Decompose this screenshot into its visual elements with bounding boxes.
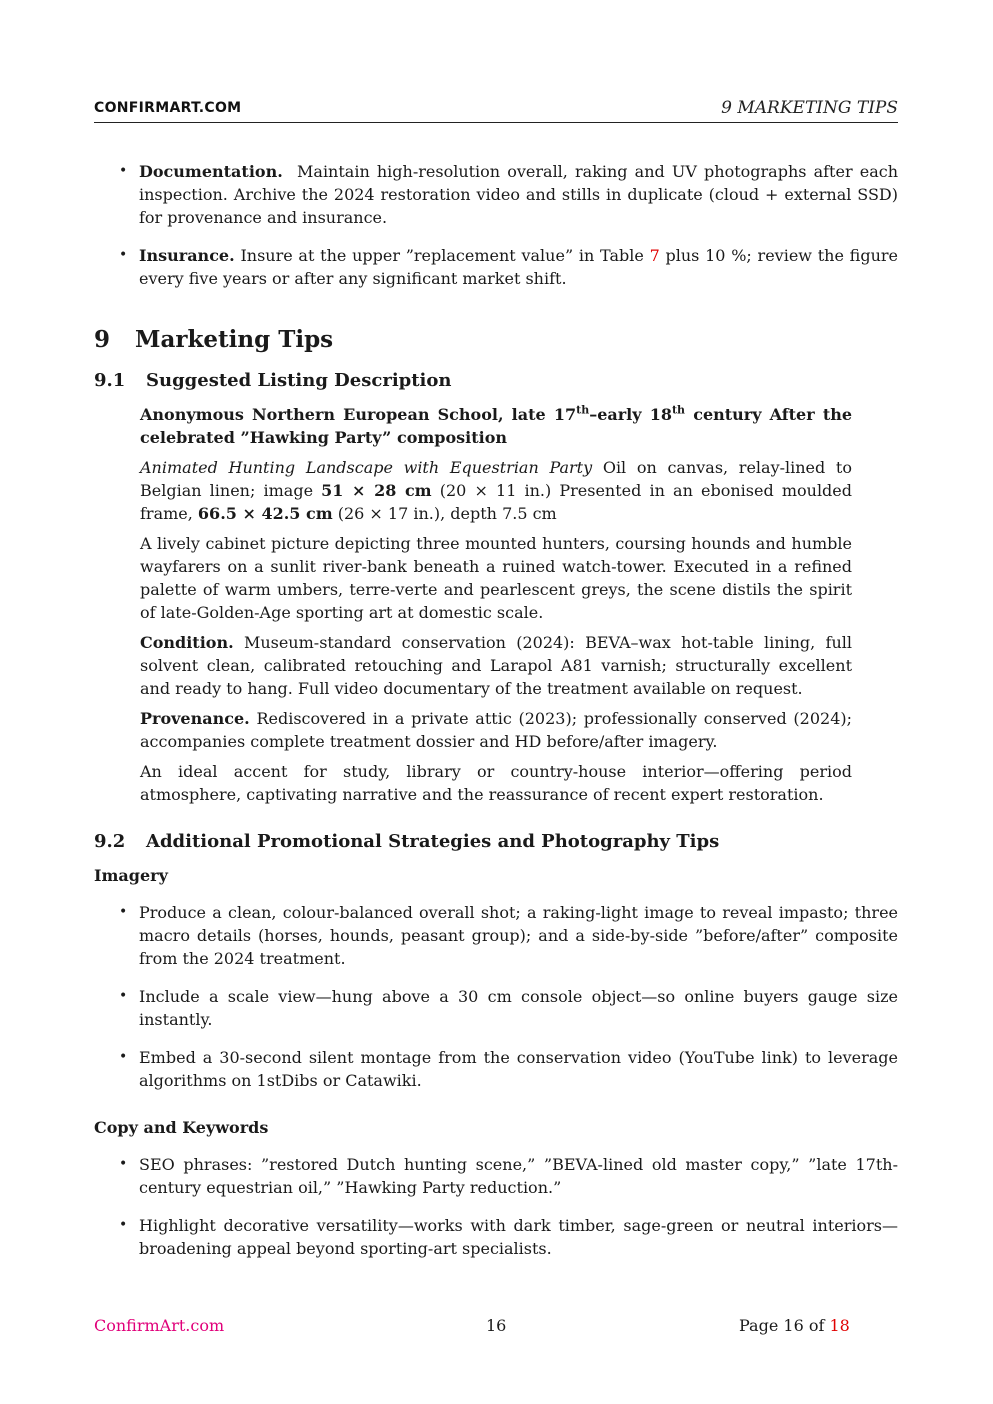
page-header <box>94 98 898 123</box>
list-item: • SEO phrases: ”restored Dutch hunting scene,” ”BEVA-lined old master copy,” ”late 17th-century equestrian oil,” ”Hawking Party reduction.” <box>94 1153 898 1199</box>
list-item <box>94 244 898 290</box>
subsection-title: Additional Promotional Strategies and Photography Tips <box>146 831 720 852</box>
work-title: Animated Hunting Landscape with Equestrian Party <box>140 458 593 477</box>
total-pages-link[interactable]: 18 <box>829 1316 850 1335</box>
bullet-text: plus 10 %; review the figure every five years or after any significant market shift. <box>139 246 899 288</box>
table-reference-link[interactable]: 7 <box>649 246 660 265</box>
subsection-number: 9.1 <box>94 370 126 391</box>
confirmart-logo: CONFIRMART.COM <box>94 100 242 116</box>
provenance-label: Provenance. <box>140 709 250 728</box>
frame-size-inches: (26 × 17 in.), depth 7.5 cm <box>332 504 557 523</box>
condition-text: Museum-standard conservation (2024): BEVA–wax hot-table lining, full solvent clean, calibrated retouching and Larapol A81 varnish; structurally excellent and ready to hang. Full video documentary of the treatment available on request. <box>140 633 852 698</box>
superscript: th <box>671 403 686 417</box>
footer-page-number: 16 <box>486 1316 507 1335</box>
section-heading <box>94 325 898 355</box>
listing-provenance <box>140 707 852 753</box>
listing-title <box>140 403 852 449</box>
footer-page-count <box>739 1316 850 1335</box>
listing-description-text: A lively cabinet picture depicting three mounted hunters, coursing hounds and humble wayfarers on a sunlit river-bank beneath a ruined watch-tower. Executed in a refined palette of warm umbers, terre-verte and pearlescent greys, the scene distils the spirit of late-Golden-Age sporting art at domestic scale. <box>140 534 852 622</box>
image-size: 51 × 28 cm <box>321 481 432 500</box>
list-item: • Embed a 30-second silent montage from the conservation video (YouTube link) to leverage algorithms on 1stDibs or Catawiki. <box>94 1046 898 1092</box>
subsection-heading <box>94 830 898 854</box>
bullet-text: Insure at the upper ”replacement value” in Table <box>240 246 644 265</box>
page-count-prefix: Page 16 of <box>739 1316 830 1335</box>
listing-closing: An ideal accent for study, library or country-house interior—offering period atmosphere, captivating narrative and the reassurance of recent expert restoration. <box>140 762 852 804</box>
imagery-heading: Imagery <box>94 866 168 885</box>
superscript: th <box>576 403 590 417</box>
copy-keywords-list <box>94 1153 898 1260</box>
image-size-inches: (20 × 11 in.) Presented in an ebonised moulded frame, <box>140 481 853 523</box>
bullet-label: Documentation. <box>139 162 283 181</box>
imagery-list <box>94 901 898 1092</box>
medium-text: Oil on canvas, relay-lined to Belgian linen; image <box>140 458 852 500</box>
listing-title-part: century After the celebrated ”Hawking Party” composition <box>140 405 853 447</box>
listing-title-part: –early 18 <box>589 405 672 424</box>
condition-label: Condition. <box>140 633 234 652</box>
listing-specs <box>140 456 852 525</box>
subsection-number: 9.2 <box>94 831 126 852</box>
running-head: 9 MARKETING TIPS <box>721 98 898 118</box>
provenance-text: Rediscovered in a private attic (2023); professionally conserved (2024); accompanies complete treatment dossier and HD before/after imagery. <box>140 709 852 751</box>
bullet-text: Maintain high-resolution overall, raking and UV photographs after each inspection. Archive the 2024 restoration video and stills in duplicate (cloud + external SSD) for provenance and insurance. <box>139 162 898 227</box>
subsection-heading <box>94 369 898 393</box>
top-bullet-list <box>94 160 898 290</box>
listing-title-part: Anonymous Northern European School, late 17 <box>140 405 577 424</box>
section-title: Marketing Tips <box>135 326 334 353</box>
copy-keywords-heading: Copy and Keywords <box>94 1118 269 1137</box>
footer-site-link[interactable]: ConfirmArt.com <box>94 1316 225 1335</box>
list-item: • Highlight decorative versatility—works with dark timber, sage-green or neutral interiors—broadening appeal beyond sporting-art specialists. <box>94 1214 898 1260</box>
list-item: • Include a scale view—hung above a 30 cm console object—so online buyers gauge size instantly. <box>94 985 898 1031</box>
section-number: 9 <box>94 326 111 353</box>
bullet-label: Insurance. <box>139 246 235 265</box>
frame-size: 66.5 × 42.5 cm <box>197 504 333 523</box>
listing-condition <box>140 631 852 700</box>
subsection-title: Suggested Listing Description <box>146 370 452 391</box>
list-item: • Produce a clean, colour-balanced overall shot; a raking-light image to reveal impasto; three macro details (horses, hounds, peasant group); and a side-by-side ”before/after” composite from the 2024 treatment. <box>94 901 898 970</box>
list-item <box>94 160 898 229</box>
page-content <box>94 160 898 1260</box>
listing-description <box>140 403 852 806</box>
